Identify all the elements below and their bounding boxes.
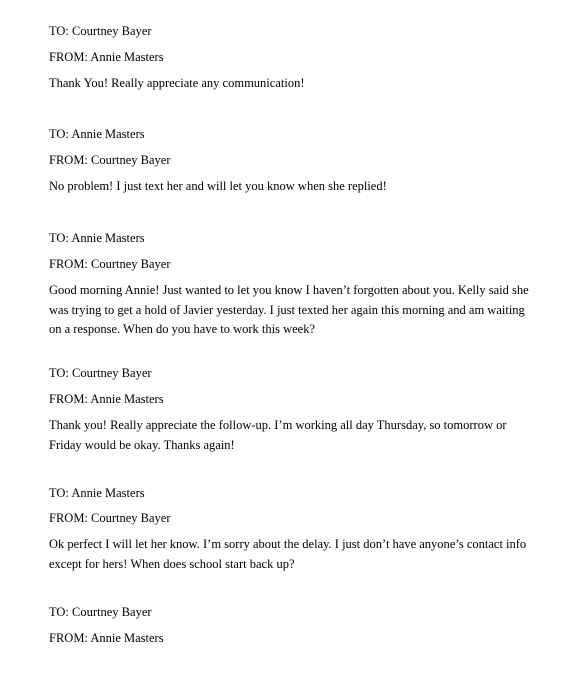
message-from: FROM: Courtney Bayer (49, 257, 171, 271)
message-from: FROM: Annie Masters (49, 631, 164, 645)
message-to: TO: Annie Masters (49, 127, 145, 141)
message-from: FROM: Courtney Bayer (49, 511, 171, 525)
message-body: Thank You! Really appreciate any communication! (49, 76, 305, 90)
message-from: FROM: Annie Masters (49, 392, 164, 406)
message-body: Ok perfect I will let her know. I’m sorry about the delay. I just don’t have anyone’s contact info except for hers! When does school start back up? (49, 537, 527, 571)
message-from: FROM: Courtney Bayer (49, 153, 171, 167)
message-to: TO: Courtney Bayer (49, 366, 152, 380)
message-body: Thank you! Really appreciate the follow-up. I’m working all day Thursday, so tomorrow or Friday would be okay. Thanks again! (49, 418, 507, 452)
message-to: TO: Annie Masters (49, 231, 145, 245)
message-to: TO: Courtney Bayer (49, 24, 152, 38)
message-body: No problem! I just text her and will let you know when she replied! (49, 179, 387, 193)
message-body: Good morning Annie! Just wanted to let you know I haven’t forgotten about you. Kelly said she was trying to get a hold of Javier yesterday. I just texted her again this morning and am waiting on a response. When do you have to work this week? (49, 283, 529, 336)
message-to: TO: Courtney Bayer (49, 605, 152, 619)
message-from: FROM: Annie Masters (49, 50, 164, 64)
message-to: TO: Annie Masters (49, 486, 145, 500)
